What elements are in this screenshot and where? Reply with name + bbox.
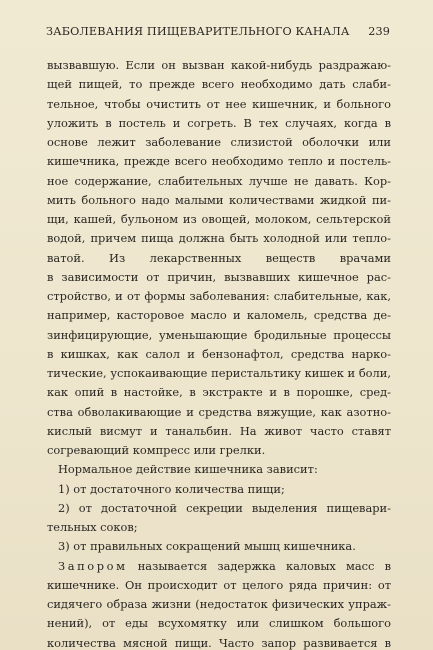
emphasized-term: Запором: [58, 558, 128, 573]
text-line: водой, причем пища должна быть холодной или тепло-: [47, 231, 391, 246]
text-line: например, касторовое масло и каломель, средства де-: [47, 308, 391, 323]
list-item: 2) от достаточной секреции выделения пищевари-: [58, 500, 391, 515]
text-line: в кишках, как салол и бензонафтол, средства нарко-: [47, 346, 391, 361]
text-line: тельных соков;: [47, 520, 138, 534]
text-line: кислый висмут и танальбин. На живот часто ставят: [47, 423, 391, 438]
list-item: 1) от достаточного количества пищи;: [58, 481, 285, 496]
text-line: количества мясной пищи. Часто запор развивается в: [47, 635, 391, 650]
text-line: в зависимости от причин, вызвавших кишечное рас-: [47, 269, 391, 284]
text-line: тельное, чтобы очистить от нее кишечник, и больного: [47, 96, 391, 111]
text-line: кишечника, прежде всего необходимо тепло и постель-: [47, 154, 391, 169]
text-line: вызвавшую. Если он вызван какой-нибудь раздражаю-: [47, 58, 391, 72]
text-line: ства обволакивающие и средства вяжущие, как азотно-: [47, 404, 391, 419]
text-line: тические, успокаивающие перистальтику кишек и боли,: [47, 366, 391, 380]
list-item: 3) от правильных сокращений мышц кишечника.: [58, 539, 356, 554]
body-text: [47, 56, 391, 650]
text-line: Нормальное действие кишечника зависит:: [58, 462, 318, 477]
text-line: [47, 557, 391, 576]
text-line: нений), от еды всухомятку или слишком большого: [47, 616, 391, 631]
text-line: уложить в постель и согреть. В тех случаях, когда в: [47, 115, 391, 130]
running-title: ЗАБОЛЕВАНИЯ ПИЩЕВАРИТЕЛЬНОГО КАНАЛА: [46, 25, 350, 38]
text-line: зинфицирующие, уменьшающие бродильные процессы: [47, 327, 391, 342]
running-header: [46, 25, 390, 45]
text-line: кишечнике. Он происходит от целого ряда причин: от: [47, 577, 391, 592]
text-line: щей пищей, то прежде всего необходимо дать слаби-: [47, 77, 391, 92]
text-fragment: называется задержка каловых масс в: [137, 558, 391, 573]
text-line: ватой. Из лекарственных веществ врачами: [47, 250, 391, 265]
text-line: мить больного надо малыми количествами жидкой пи-: [47, 192, 391, 207]
text-line: сидячего образа жизни (недостаток физических упраж-: [47, 597, 391, 611]
page-number: 239: [368, 25, 390, 38]
text-line: основе лежит заболевание слизистой оболочки или: [47, 135, 391, 149]
text-line: согревающий компресс или грелки.: [47, 443, 266, 457]
text-line: как опий в настойке, в экстракте и в порошке, сред-: [47, 385, 391, 400]
text-line: стройство, и от формы заболевания: слабительные, как,: [47, 289, 391, 303]
text-line: ное содержание, слабительных лучше не давать. Кор-: [47, 173, 391, 188]
text-line: щи, кашей, бульоном из овощей, молоком, сельтерской: [47, 212, 391, 226]
